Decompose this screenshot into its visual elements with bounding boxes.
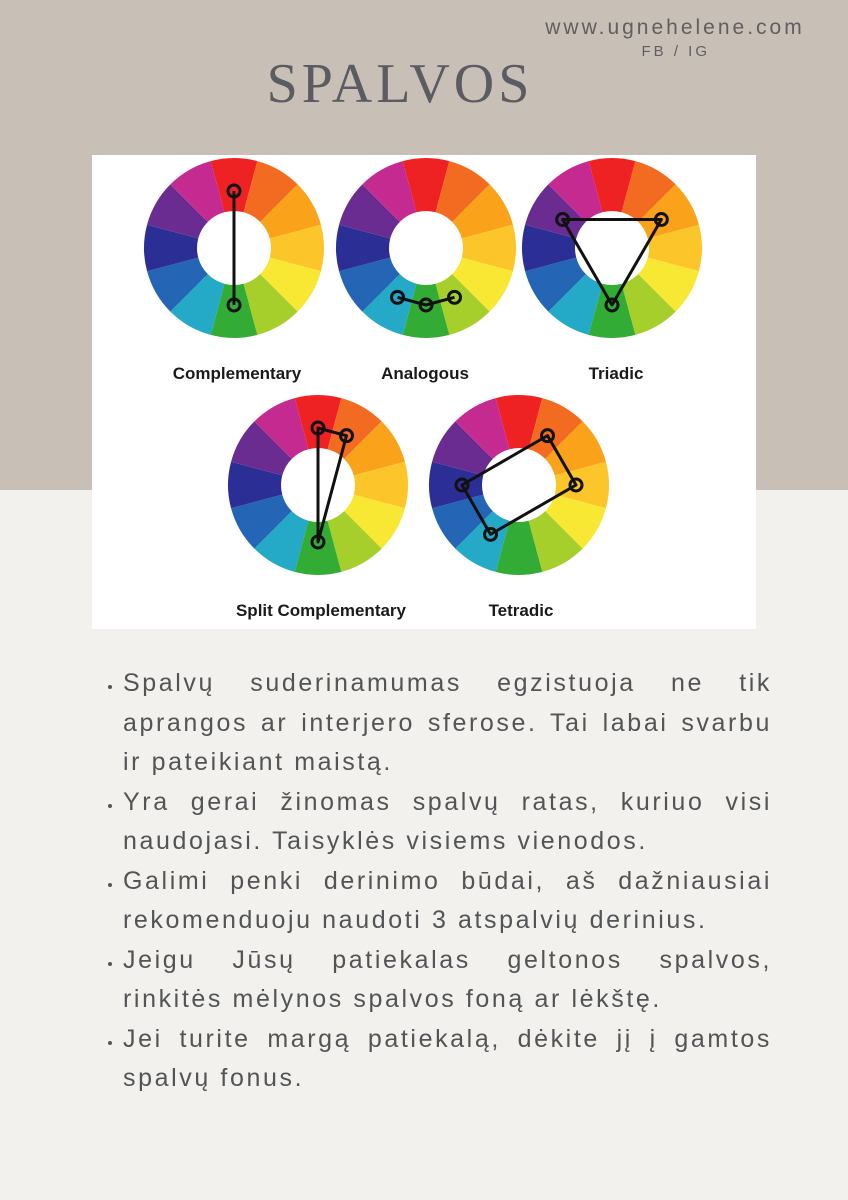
bullet-list bbox=[92, 664, 772, 1099]
bullet-item: • Yra gerai žinomas spalvų ratas, kuriuo visi naudojasi. Taisyklės visiems vienodos. bbox=[123, 783, 772, 862]
wheel-tetradic bbox=[429, 395, 609, 575]
label-split-complementary: Split Complementary bbox=[235, 601, 407, 620]
label-complementary: Complementary bbox=[172, 364, 302, 383]
wheel-complementary bbox=[144, 158, 324, 338]
bullet-item: • Spalvų suderinamumas egzistuoja ne tik aprangos ar interjero sferose. Tai labai svarbu ir pateikiant maistą. bbox=[123, 664, 772, 783]
bullet-item: • Galimi penki derinimo būdai, aš dažniausiai rekomenduoju naudoti 3 atspalvių derinius. bbox=[123, 862, 772, 941]
page-title: SPALVOS bbox=[266, 53, 534, 115]
label-analogous: Analogous bbox=[381, 364, 469, 383]
wheel-triadic bbox=[522, 158, 702, 338]
bullet-item: • Jeigu Jūsų patiekalas geltonos spalvos, rinkitės mėlynos spalvos foną ar lėkštę. bbox=[123, 941, 772, 1020]
social-links[interactable]: FB / IG bbox=[641, 43, 710, 60]
color-wheel-figure bbox=[92, 155, 756, 629]
label-tetradic: Tetradic bbox=[488, 601, 554, 620]
label-triadic: Triadic bbox=[588, 364, 644, 383]
website-url[interactable]: www.ugnehelene.com bbox=[545, 16, 805, 39]
wheel-split-complementary bbox=[228, 395, 408, 575]
wheel-analogous bbox=[336, 158, 516, 338]
bullet-item: • Jei turite margą patiekalą, dėkite jį į gamtos spalvų fonus. bbox=[123, 1020, 772, 1099]
color-wheels-diagram bbox=[92, 155, 756, 629]
